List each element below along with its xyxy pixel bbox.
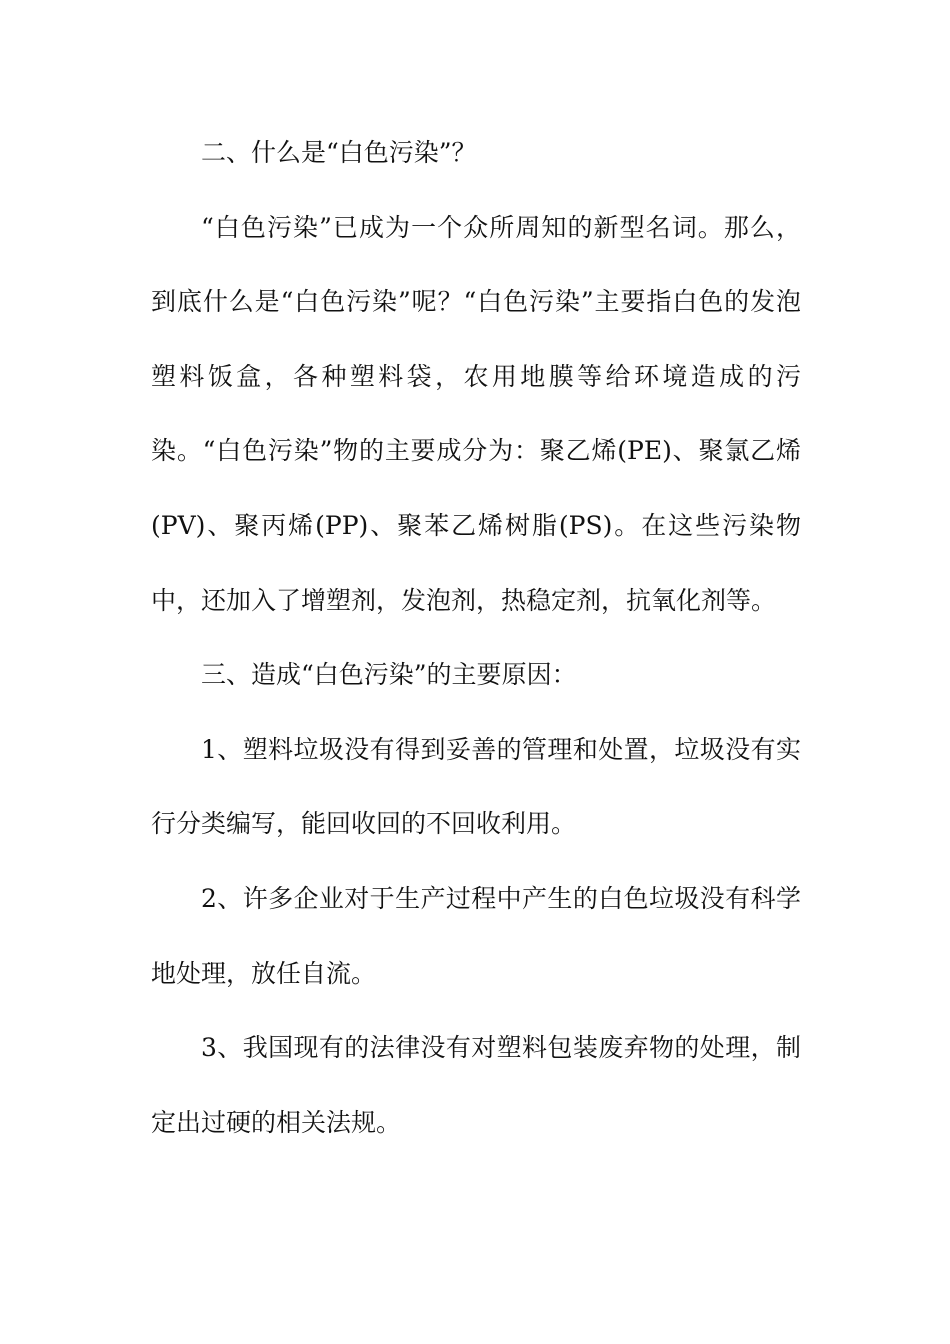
paragraph-white-pollution-definition: “白色污染”已成为一个众所周知的新型名词。那么，到底什么是“白色污染”呢？“白色污染”主要指白色的发泡塑料饭盒，各种塑料袋，农用地膜等给环境造成的污染。“白色污染”物的主要成分为：聚乙烯(PE)、聚氯乙烯(PV)、聚丙烯(PP)、聚苯乙烯树脂(PS)。在这些污染物中，还加入了增塑剂，发泡剂，热稳定剂，抗氧化剂等。 bbox=[151, 212, 801, 615]
section-heading-what-is-white-pollution: 二、什么是“白色污染”？ bbox=[201, 138, 477, 167]
cause-item-1: 1、塑料垃圾没有得到妥善的管理和处置，垃圾没有实行分类编写，能回收回的不回收利用。 bbox=[151, 734, 801, 839]
cause-item-3: 3、我国现有的法律没有对塑料包装废弃物的处理，制定出过硬的相关法规。 bbox=[151, 1033, 801, 1137]
cause-item-2: 2、许多企业对于生产过程中产生的白色垃圾没有科学地处理，放任自流。 bbox=[151, 883, 801, 988]
document-body bbox=[151, 116, 801, 1160]
section-heading-main-causes: 三、造成“白色污染”的主要原因： bbox=[201, 660, 577, 690]
